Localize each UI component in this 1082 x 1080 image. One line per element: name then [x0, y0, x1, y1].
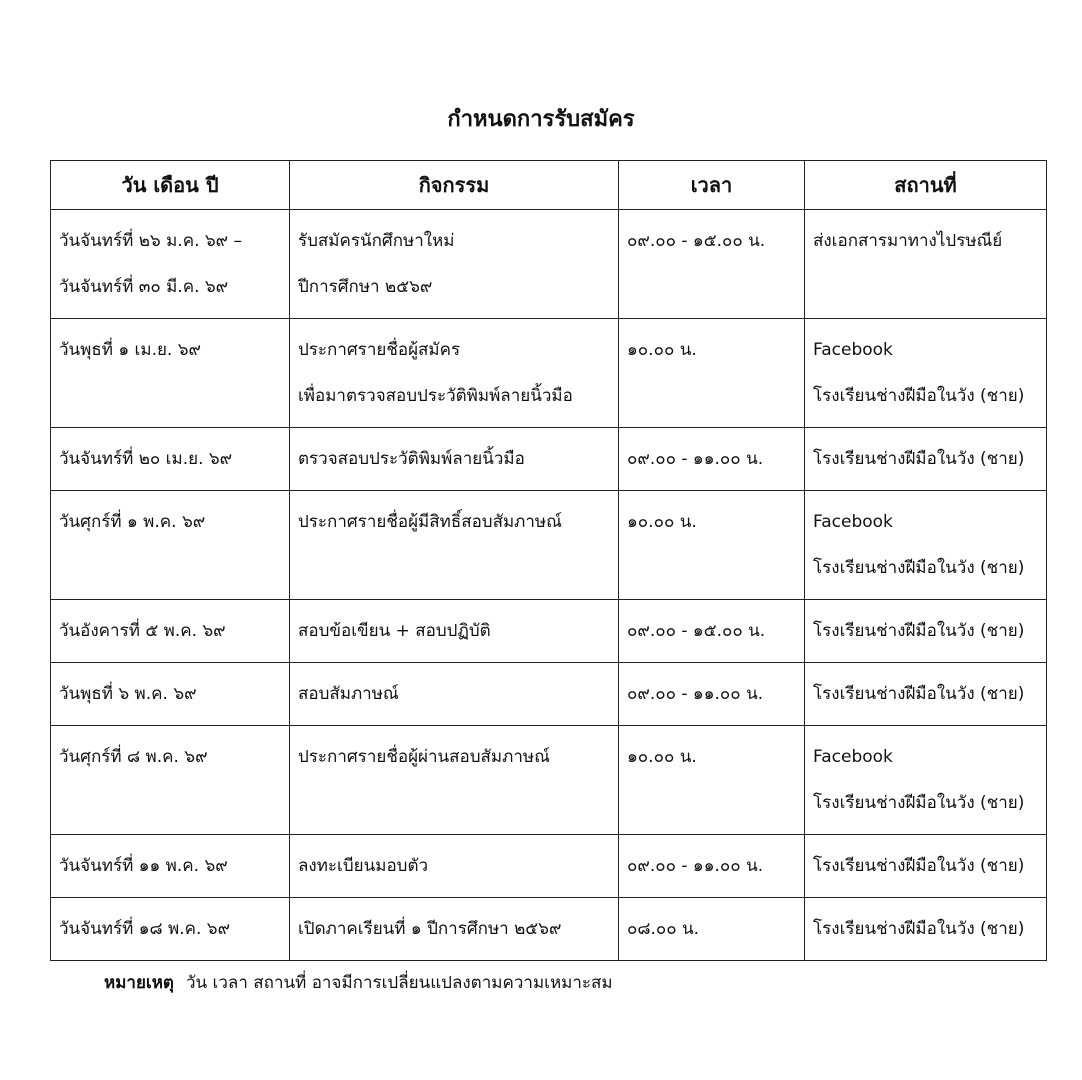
note: [104, 968, 613, 998]
header-activity: กิจกรรม: [290, 161, 619, 210]
date-text: วันศุกร์ที่ ๑ พ.ค. ๖๙: [59, 512, 206, 532]
place-text: โรงเรียนช่างฝีมือในวัง (ชาย): [813, 856, 1025, 876]
cell-activity: [290, 428, 619, 491]
time-text: ๐๙.๐๐ - ๑๑.๐๐ น.: [627, 684, 764, 704]
schedule-body: [51, 210, 1047, 961]
activity-text: ประกาศรายชื่อผู้มีสิทธิ์สอบสัมภาษณ์: [298, 512, 562, 532]
table-row: [51, 663, 1047, 726]
cell-date: [51, 600, 290, 663]
cell-time: [619, 898, 805, 961]
cell-place: [805, 663, 1047, 726]
time-text: ๑๐.๐๐ น.: [627, 512, 697, 532]
table-row: [51, 726, 1047, 835]
note-label: หมายเหตุ: [104, 973, 174, 993]
activity-text: สอบข้อเขียน + สอบปฏิบัติ: [298, 621, 491, 641]
cell-time: [619, 726, 805, 835]
cell-time: [619, 210, 805, 319]
cell-activity: [290, 898, 619, 961]
table-row: [51, 600, 1047, 663]
cell-activity: [290, 319, 619, 428]
cell-place: [805, 428, 1047, 491]
date-text: วันจันทร์ที่ ๒๐ เม.ย. ๖๙: [59, 449, 233, 469]
cell-place: [805, 319, 1047, 428]
activity-text: ตรวจสอบประวัติพิมพ์ลายนิ้วมือ: [298, 449, 525, 469]
activity-text: สอบสัมภาษณ์: [298, 684, 399, 704]
cell-time: [619, 663, 805, 726]
date-text: วันจันทร์ที่ ๑๘ พ.ค. ๖๙: [59, 919, 231, 939]
date-text: วันพุธที่ ๑ เม.ย. ๖๙: [59, 340, 201, 360]
date-text: วันจันทร์ที่ ๒๖ ม.ค. ๖๙ –: [59, 231, 243, 251]
place-text: Facebook: [813, 340, 893, 360]
table-row: [51, 835, 1047, 898]
time-text: ๑๐.๐๐ น.: [627, 340, 697, 360]
cell-date: [51, 319, 290, 428]
cell-place: [805, 491, 1047, 600]
date-text: วันจันทร์ที่ ๓๐ มี.ค. ๖๙: [59, 277, 229, 297]
page-title: กำหนดการรับสมัคร: [447, 107, 635, 132]
activity-text: เปิดภาคเรียนที่ ๑ ปีการศึกษา ๒๕๖๙: [298, 919, 562, 939]
time-text: ๐๙.๐๐ - ๑๕.๐๐ น.: [627, 621, 766, 641]
date-text: วันจันทร์ที่ ๑๑ พ.ค. ๖๙: [59, 856, 228, 876]
place-text: โรงเรียนช่างฝีมือในวัง (ชาย): [813, 684, 1025, 704]
cell-time: [619, 428, 805, 491]
time-text: ๐๘.๐๐ น.: [627, 919, 700, 939]
table-row: [51, 210, 1047, 319]
time-text: ๑๐.๐๐ น.: [627, 747, 697, 767]
cell-activity: [290, 726, 619, 835]
cell-activity: [290, 600, 619, 663]
cell-activity: [290, 491, 619, 600]
activity-text: ปีการศึกษา ๒๕๖๙: [298, 277, 433, 297]
cell-date: [51, 663, 290, 726]
place-text: โรงเรียนช่างฝีมือในวัง (ชาย): [813, 919, 1025, 939]
cell-place: [805, 210, 1047, 319]
cell-place: [805, 600, 1047, 663]
cell-activity: [290, 210, 619, 319]
header-place: สถานที่: [805, 161, 1047, 210]
cell-time: [619, 319, 805, 428]
cell-place: [805, 898, 1047, 961]
note-text: วัน เวลา สถานที่ อาจมีการเปลี่ยนแปลงตามความเหมาะสม: [185, 973, 613, 993]
cell-activity: [290, 663, 619, 726]
place-text: โรงเรียนช่างฝีมือในวัง (ชาย): [813, 793, 1025, 813]
time-text: ๐๙.๐๐ - ๑๑.๐๐ น.: [627, 856, 764, 876]
cell-date: [51, 726, 290, 835]
cell-time: [619, 491, 805, 600]
date-text: วันพุธที่ ๖ พ.ค. ๖๙: [59, 684, 197, 704]
cell-time: [619, 600, 805, 663]
place-text: ส่งเอกสารมาทางไปรษณีย์: [813, 231, 1003, 251]
table-row: [51, 428, 1047, 491]
cell-place: [805, 835, 1047, 898]
place-text: โรงเรียนช่างฝีมือในวัง (ชาย): [813, 558, 1025, 578]
cell-place: [805, 726, 1047, 835]
place-text: Facebook: [813, 512, 893, 532]
date-text: วันอังคารที่ ๕ พ.ค. ๖๙: [59, 621, 226, 641]
cell-time: [619, 835, 805, 898]
time-text: ๐๙.๐๐ - ๑๑.๐๐ น.: [627, 449, 764, 469]
place-text: โรงเรียนช่างฝีมือในวัง (ชาย): [813, 386, 1025, 406]
cell-date: [51, 835, 290, 898]
place-text: Facebook: [813, 747, 893, 767]
table-row: [51, 898, 1047, 961]
cell-activity: [290, 835, 619, 898]
schedule-table: [50, 160, 1047, 961]
header-time: เวลา: [619, 161, 805, 210]
activity-text: รับสมัครนักศึกษาใหม่: [298, 231, 455, 251]
header-date: วัน เดือน ปี: [51, 161, 290, 210]
activity-text: ประกาศรายชื่อผู้สมัคร: [298, 340, 461, 360]
activity-text: ประกาศรายชื่อผู้ผ่านสอบสัมภาษณ์: [298, 747, 550, 767]
table-header-row: [51, 161, 1047, 210]
table-row: [51, 319, 1047, 428]
activity-text: เพื่อมาตรวจสอบประวัติพิมพ์ลายนิ้วมือ: [298, 386, 573, 406]
date-text: วันศุกร์ที่ ๘ พ.ค. ๖๙: [59, 747, 208, 767]
activity-text: ลงทะเบียนมอบตัว: [298, 856, 429, 876]
place-text: โรงเรียนช่างฝีมือในวัง (ชาย): [813, 621, 1025, 641]
time-text: ๐๙.๐๐ - ๑๕.๐๐ น.: [627, 231, 766, 251]
cell-date: [51, 210, 290, 319]
cell-date: [51, 428, 290, 491]
cell-date: [51, 491, 290, 600]
table-row: [51, 491, 1047, 600]
place-text: โรงเรียนช่างฝีมือในวัง (ชาย): [813, 449, 1025, 469]
cell-date: [51, 898, 290, 961]
